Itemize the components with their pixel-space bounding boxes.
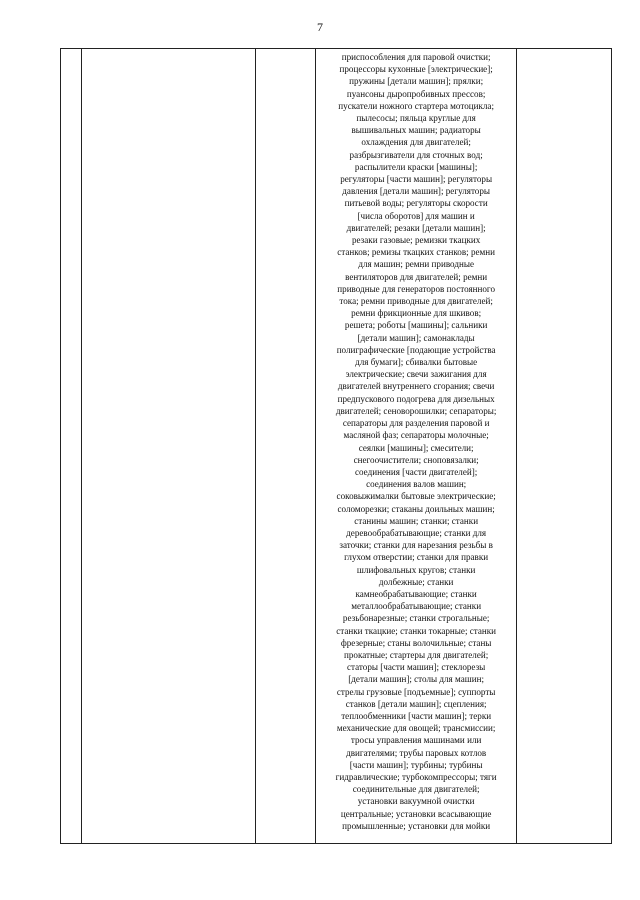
goods-line: прокатные; стартеры для двигателей;: [344, 649, 489, 660]
goods-line: станков [детали машин]; сцепления;: [345, 698, 487, 709]
goods-list-text: [316, 49, 516, 832]
goods-line: вентиляторов для двигателей; ремни: [345, 271, 488, 282]
goods-line: масляной фаз; сепараторы молочные;: [343, 430, 489, 441]
goods-line: разбрызгиватели для сточных вод;: [349, 149, 483, 160]
goods-line: установки вакуумной очистки: [357, 796, 475, 807]
goods-table: [60, 48, 612, 844]
goods-line: деревообрабатывающие; станки для: [346, 527, 487, 538]
goods-line: процессоры кухонные [электрические];: [339, 64, 493, 75]
goods-line: [числа оборотов] для машин и: [357, 210, 475, 221]
table-row: [61, 49, 612, 844]
goods-line: регуляторы [части машин]; регуляторы: [340, 174, 493, 185]
goods-line: статоры [части машин]; стеклорезы: [347, 662, 486, 673]
goods-line: полиграфические [подающие устройства: [336, 344, 496, 355]
goods-line: пуансоны дыропробивных прессов;: [346, 88, 486, 99]
goods-line: стрелы грузовые [подъемные]; суппорты: [336, 686, 496, 697]
goods-line: пускатели ножного стартера мотоцикла;: [338, 100, 494, 111]
goods-line: сепараторы для разделения паровой и: [342, 418, 490, 429]
goods-line: для бумаги]; сбивалки бытовые: [355, 357, 478, 368]
goods-line: приводные для генераторов постоянного: [337, 283, 495, 294]
goods-line: двигателей; резаки [детали машин];: [346, 222, 486, 233]
goods-line: долбежные; станки: [378, 576, 454, 587]
goods-line: питьевой воды; регуляторы скорости: [344, 198, 488, 209]
goods-line: камнеобрабатывающие; станки: [355, 588, 477, 599]
goods-line: охлаждения для двигателей;: [361, 137, 471, 148]
goods-line: сеялки [машины]; смесители;: [358, 442, 474, 453]
goods-line: пружины [детали машин]; прялки;: [349, 76, 484, 87]
table-cell-goods: [315, 49, 516, 844]
goods-line: фрезерные; станы волочильные; станы: [340, 637, 492, 648]
table-cell-mark: [81, 49, 256, 844]
goods-line: тока; ремни приводные для двигателей;: [339, 296, 493, 307]
goods-line: соковыжималки бытовые электрические;: [336, 491, 496, 502]
goods-line: резьбонарезные; станки строгальные;: [342, 613, 490, 624]
goods-line: промышленные; установки для мойки: [342, 820, 491, 831]
goods-line: соединения [части двигателей];: [354, 466, 478, 477]
goods-line: соломорезки; стаканы доильных машин;: [337, 503, 495, 514]
goods-line: соединения валов машин;: [366, 479, 467, 490]
goods-line: металлообрабатывающие; станки: [351, 601, 482, 612]
goods-line: предпускового подогрева для дизельных: [337, 393, 495, 404]
goods-line: станины машин; станки; станки: [354, 515, 479, 526]
goods-line: вышивальных машин; радиаторы: [351, 125, 481, 136]
goods-line: двигателями; трубы паровых котлов: [346, 747, 487, 758]
goods-line: ремни фрикционные для шкивов;: [351, 308, 482, 319]
page-number: 7: [317, 20, 323, 34]
goods-line: станки ткацкие; станки токарные; станки: [336, 625, 497, 636]
table-cell-class: [256, 49, 316, 844]
goods-line: решета; роботы [машины]; сальники: [344, 320, 488, 331]
goods-line: шлифовальных кругов; станки: [356, 564, 476, 575]
goods-line: для машин; ремни приводные: [358, 259, 474, 270]
table-cell-notes: [517, 49, 612, 844]
goods-line: давления [детали машин]; регуляторы: [342, 186, 490, 197]
goods-line: [части машин]; турбины; турбины: [349, 759, 483, 770]
goods-line: снегоочистители; сноповязалки;: [353, 454, 479, 465]
goods-line: [детали машин]; столы для машин;: [348, 674, 484, 685]
goods-line: электрические; свечи зажигания для: [345, 369, 487, 380]
goods-line: центральные; установки всасывающие: [340, 808, 492, 819]
goods-line: заточки; станки для нарезания резьбы в: [339, 540, 493, 551]
goods-line: тросы управления машинами или: [350, 735, 482, 746]
goods-line: [детали машин]; самонаклады: [357, 332, 475, 343]
goods-line: соединительные для двигателей;: [352, 784, 480, 795]
goods-line: двигателей внутреннего сгорания; свечи: [337, 381, 495, 392]
goods-line: двигателей; сеноворошилки; сепараторы;: [335, 405, 497, 416]
goods-line: резаки газовые; ремизки ткацких: [351, 235, 481, 246]
goods-line: пылесосы; пяльца круглые для: [356, 113, 476, 124]
goods-line: приспособления для паровой очистки;: [341, 52, 491, 62]
goods-line: распылители краски [машины];: [354, 161, 478, 172]
table-cell-index: [61, 49, 82, 844]
goods-line: теплообменники [части машин]; терки: [341, 710, 492, 721]
goods-line: станков; ремизы ткацких станков; ремни: [337, 247, 496, 258]
goods-line: гидравлические; турбокомпрессоры; тяги: [335, 771, 497, 782]
goods-line: глухом отверстии; станки для правки: [344, 552, 489, 563]
goods-line: механические для овощей; трансмиссии;: [336, 723, 496, 734]
